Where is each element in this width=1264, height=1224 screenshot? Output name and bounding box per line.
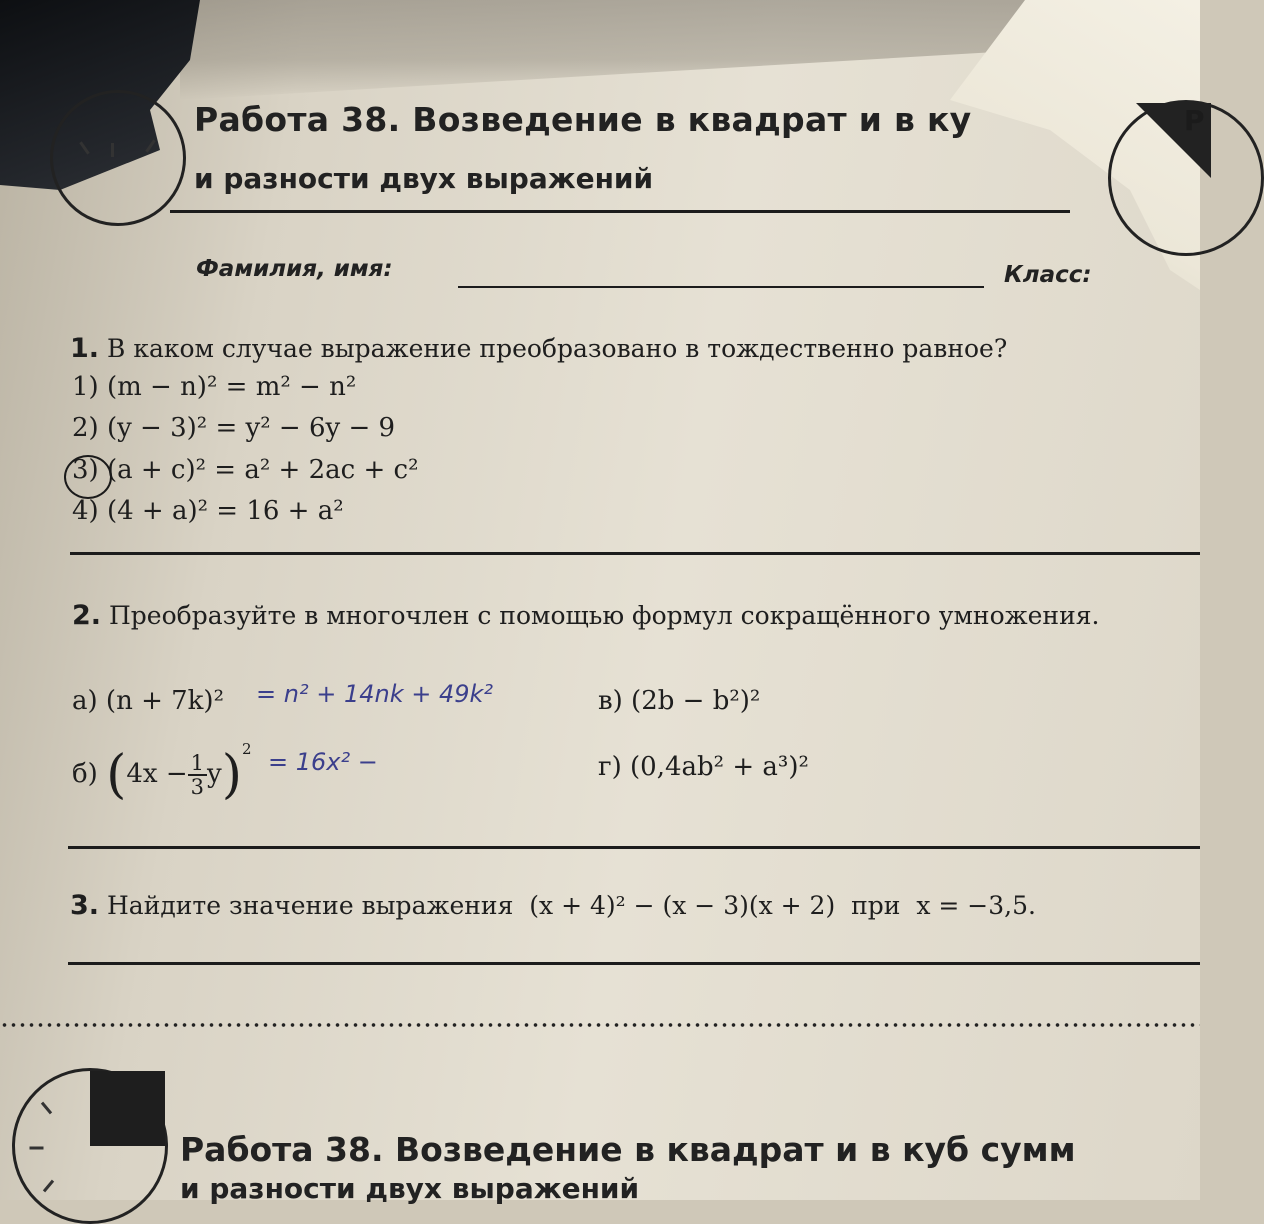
task1-question <box>70 333 1007 364</box>
title-underline <box>170 210 1070 213</box>
task3-question <box>70 890 1036 921</box>
worksheet-subtitle: и разности двух выражений <box>194 162 654 195</box>
fraction-one-third: $\frac{1}{3}$ <box>188 752 207 798</box>
worksheet-title: Работа 38. Возведение в квадрат и в ку <box>194 100 972 139</box>
task1-number: 1. <box>70 333 100 364</box>
cut-line <box>0 1022 1200 1028</box>
class-label: Класс: <box>1004 262 1092 288</box>
task2-number: 2. <box>72 600 102 631</box>
task3-condition: x = −3,5. <box>916 891 1036 920</box>
task2-item-b: б) (4x − $\frac{1}{3}$ y)$^2$ <box>72 740 252 805</box>
task1-option-1: 1) (m − n)² = m² − n² <box>72 372 357 402</box>
task3-text: Найдите значение выражения <box>107 891 514 920</box>
task-divider <box>68 846 1200 849</box>
next-worksheet-subtitle: и разности двух выражений <box>180 1172 640 1205</box>
task1-text: В каком случае выражение преобразовано в тождественно равное? <box>107 334 1008 363</box>
task2-item-v: в) (2b − b²)² <box>598 686 761 716</box>
task1-option-2: 2) (y − 3)² = y² − 6y − 9 <box>72 413 396 443</box>
task1-option-3: 3) (a + c)² = a² + 2ac + c² <box>72 455 419 485</box>
task2-item-a: а) (n + 7k)² <box>72 686 224 716</box>
task3-number: 3. <box>70 890 100 921</box>
clock-icon <box>50 90 186 226</box>
task3-expression: (x + 4)² − (x − 3)(x + 2) <box>529 891 836 920</box>
answer-circle-mark <box>64 455 112 499</box>
task-divider <box>70 552 1200 555</box>
answer-line <box>68 962 1200 965</box>
name-label: Фамилия, имя: <box>196 256 393 282</box>
handwritten-answer-a: = n² + 14nk + 49k² <box>256 680 494 708</box>
task2-question <box>72 600 1200 631</box>
curl-title-fragment: Р <box>1184 104 1205 137</box>
task1-option-4: 4) (4 + a)² = 16 + a² <box>72 496 344 526</box>
task2-text: Преобразуйте в многочлен с помощью формул сокращённого умножения. <box>109 601 1100 630</box>
name-field-line[interactable] <box>458 286 984 288</box>
handwritten-answer-b: = 16x² − <box>268 748 378 776</box>
clock-icon <box>12 1068 168 1224</box>
next-worksheet-title: Работа 38. Возведение в квадрат и в куб сумм <box>180 1130 1076 1169</box>
task2-item-g: г) (0,4ab² + a³)² <box>598 752 809 782</box>
task3-condition-word: при <box>851 891 901 920</box>
